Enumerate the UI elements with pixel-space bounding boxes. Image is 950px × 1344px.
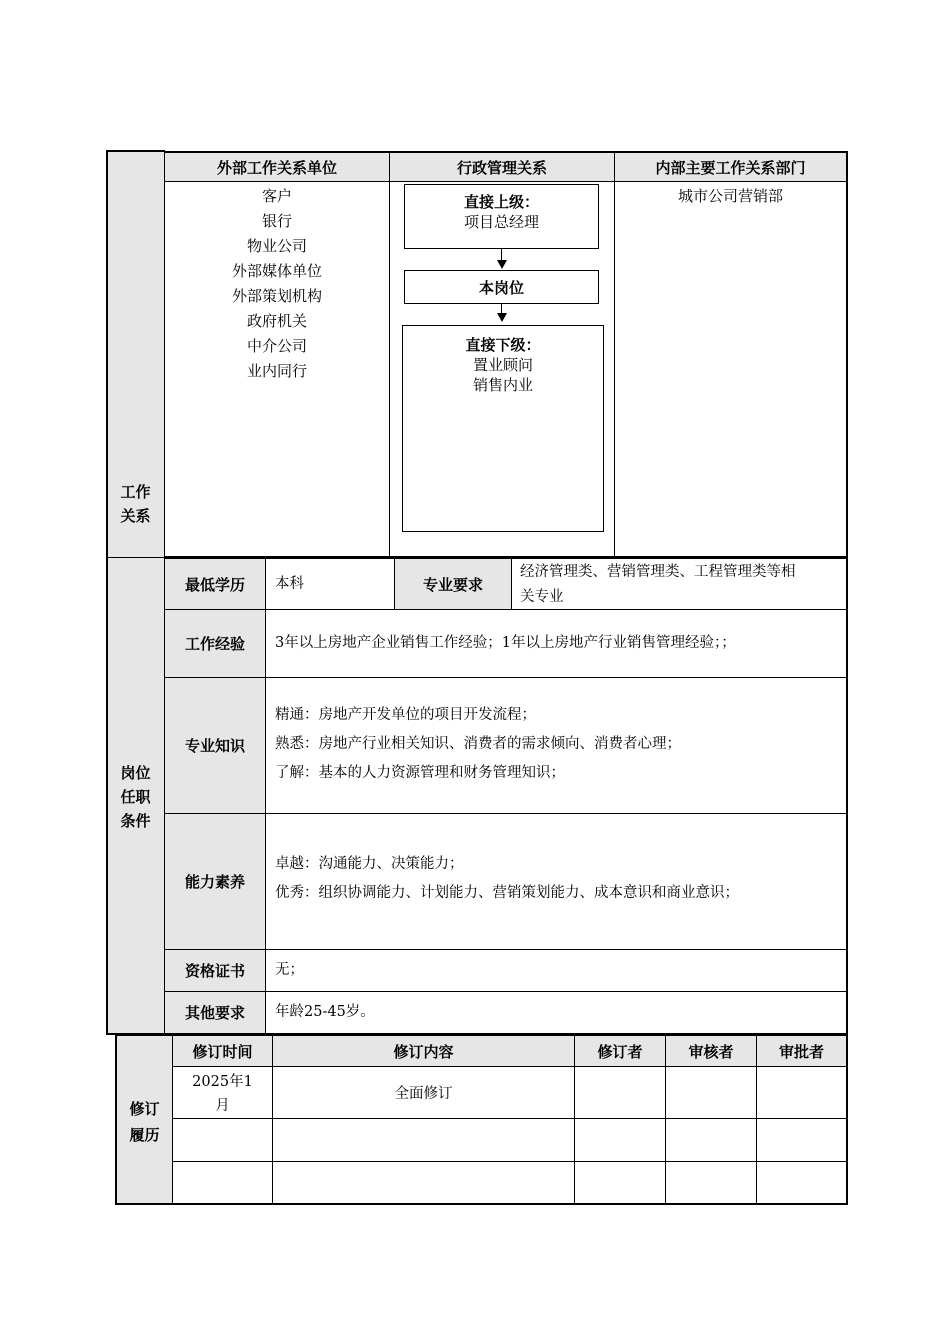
other-value: 年龄25-45岁。 (275, 1004, 375, 1020)
table-cell-reviewer (665, 1066, 757, 1119)
table-cell-approver (756, 1066, 848, 1119)
header-internal-departments: 内部主要工作关系部门 (614, 151, 848, 182)
revision-date-line: 2025年1 (192, 1074, 253, 1090)
revision-label-cell (115, 1035, 173, 1205)
revision-label-line1: 修订 (129, 1100, 160, 1118)
subordinate-box (402, 325, 604, 532)
subordinate-name: 销售内业 (472, 376, 533, 394)
list-item: 客户 (261, 187, 292, 205)
table-cell (665, 1161, 757, 1205)
table-cell (756, 1161, 848, 1205)
list-item: 政府机关 (246, 312, 307, 330)
work-relations-label-line1: 工作 (120, 483, 151, 501)
table-cell (272, 1118, 575, 1162)
header-reviser: 修订者 (574, 1035, 666, 1067)
header-reviewer: 审核者 (665, 1035, 757, 1067)
knowledge-line: 精通：房地产开发单位的项目开发流程； (275, 707, 536, 723)
education-value-cell (265, 557, 395, 610)
table-cell (574, 1118, 666, 1162)
qualifications-label-cell (106, 557, 165, 1035)
revision-date-line: 月 (215, 1098, 230, 1114)
list-item: 中介公司 (246, 337, 307, 355)
external-units-list (165, 182, 389, 384)
list-item: 银行 (261, 212, 292, 230)
ability-line: 优秀：组织协调能力、计划能力、营销策划能力、成本意识和商业意识； (275, 885, 739, 901)
subordinate-name: 置业顾问 (472, 356, 533, 374)
other-value-cell (265, 991, 848, 1035)
knowledge-line: 了解：基本的人力资源管理和财务管理知识； (275, 765, 565, 781)
table-cell (665, 1118, 757, 1162)
other-label: 其他要求 (164, 991, 266, 1035)
superior-name: 项目总经理 (463, 213, 539, 231)
subordinate-title: 直接下级： (465, 336, 541, 354)
certificate-label: 资格证书 (164, 949, 266, 992)
internal-departments-cell (614, 181, 848, 558)
self-position-box: 本岗位 (404, 270, 599, 304)
certificate-value-cell (265, 949, 848, 992)
experience-value: 3年以上房地产企业销售工作经验；1年以上房地产行业销售管理经验；； (275, 635, 736, 651)
qualifications-label-line: 岗位 (120, 764, 151, 782)
table-cell (272, 1161, 575, 1205)
ability-line: 卓越：沟通能力、决策能力； (275, 856, 464, 872)
header-approver: 审批者 (756, 1035, 848, 1067)
table-cell-reviser (574, 1066, 666, 1119)
superior-box (404, 184, 599, 249)
major-value-line: 经济管理类、营销管理类、工程管理类等相 (520, 564, 796, 580)
major-value-line: 关专业 (520, 589, 564, 605)
qualifications-label-line: 条件 (120, 812, 151, 830)
ability-value-cell (265, 813, 848, 950)
external-units-cell (164, 181, 390, 558)
table-cell (574, 1161, 666, 1205)
header-revision-content: 修订内容 (272, 1035, 575, 1067)
major-value-cell (511, 557, 848, 610)
table-cell (756, 1118, 848, 1162)
experience-label: 工作经验 (164, 609, 266, 678)
internal-department-text: 城市公司营销部 (677, 187, 783, 205)
table-cell-content: 全面修订 (272, 1066, 575, 1119)
ability-label: 能力素养 (164, 813, 266, 950)
arrow-down-icon (497, 260, 507, 269)
knowledge-value-cell (265, 677, 848, 814)
superior-title: 直接上级： (463, 193, 539, 211)
certificate-value: 无； (275, 962, 304, 978)
education-value: 本科 (275, 575, 304, 592)
table-cell (172, 1118, 273, 1162)
knowledge-label: 专业知识 (164, 677, 266, 814)
table-cell-date (172, 1066, 273, 1119)
work-relations-label-line2: 关系 (120, 507, 151, 525)
list-item: 外部媒体单位 (231, 262, 322, 280)
work-relations-label-cell (106, 150, 165, 558)
header-admin-relations: 行政管理关系 (389, 151, 615, 182)
table-cell (172, 1161, 273, 1205)
major-label: 专业要求 (394, 557, 512, 610)
arrow-down-icon (497, 313, 507, 322)
list-item: 物业公司 (246, 237, 307, 255)
qualifications-label-line: 任职 (120, 788, 151, 806)
experience-value-cell (265, 609, 848, 678)
list-item: 外部策划机构 (231, 287, 322, 305)
header-revision-date: 修订时间 (172, 1035, 273, 1067)
education-label: 最低学历 (164, 557, 266, 610)
header-external-units: 外部工作关系单位 (164, 151, 390, 182)
knowledge-line: 熟悉：房地产行业相关知识、消费者的需求倾向、消费者心理； (275, 736, 681, 752)
revision-label-line2: 履历 (129, 1126, 160, 1144)
list-item: 业内同行 (246, 362, 307, 380)
